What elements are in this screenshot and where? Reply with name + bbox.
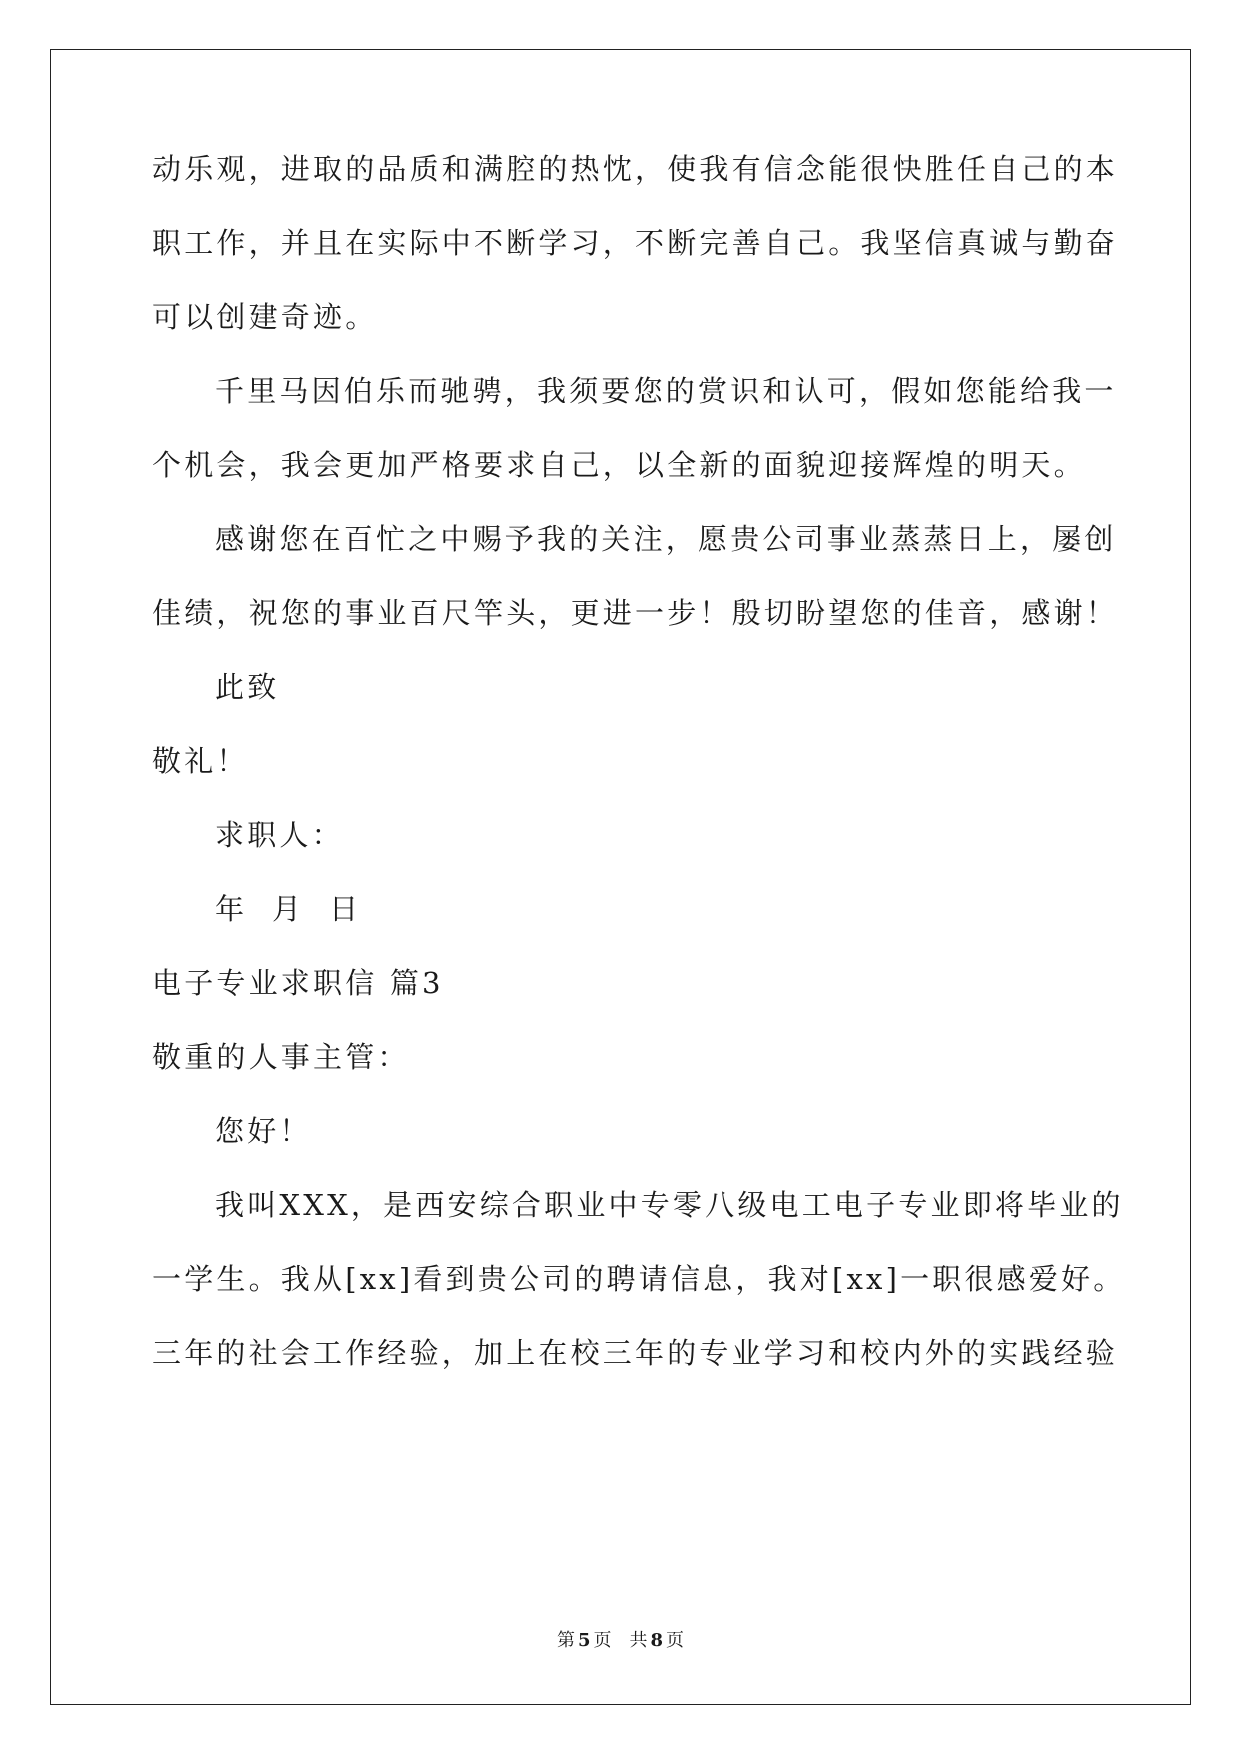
current-page-number: 5	[577, 1630, 591, 1651]
date-line: 年 月 日	[215, 892, 362, 926]
text-line: 佳绩，祝您的事业百尺竿头，更进一步！殷切盼望您的佳音，感谢！	[152, 596, 1119, 630]
text-line: 动乐观，进取的品质和满腔的热忱，使我有信念能很快胜任自己的本	[152, 152, 1119, 186]
total-page-number: 8	[650, 1630, 664, 1651]
greeting-line: 您好！	[215, 1114, 312, 1148]
salutation-line: 此致	[215, 670, 280, 704]
text-line: 感谢您在百忙之中赐予我的关注，愿贵公司事业蒸蒸日上，屡创	[215, 522, 1117, 556]
text-line: 千里马因伯乐而驰骋，我须要您的赏识和认可，假如您能给我一	[215, 374, 1117, 408]
footer-suffix: 页	[666, 1630, 685, 1651]
footer-page-label: 页	[593, 1630, 612, 1651]
salutation-line: 敬礼！	[152, 744, 249, 778]
footer-prefix: 第	[556, 1630, 575, 1651]
signature-line: 求职人：	[215, 818, 344, 852]
page-footer	[0, 1629, 1241, 1653]
greeting-line: 敬重的人事主管：	[152, 1040, 410, 1074]
text-line: 三年的社会工作经验，加上在校三年的专业学习和校内外的实践经验	[152, 1336, 1119, 1370]
text-line: 职工作，并且在实际中不断学习，不断完善自己。我坚信真诚与勤奋	[152, 226, 1119, 260]
text-line: 可以创建奇迹。	[152, 300, 378, 334]
section-heading: 电子专业求职信 篇3	[152, 966, 444, 1000]
text-line: 个机会，我会更加严格要求自己，以全新的面貌迎接辉煌的明天。	[152, 448, 1086, 482]
text-line: 我叫XXX，是西安综合职业中专零八级电工电子专业即将毕业的	[215, 1188, 1124, 1222]
text-line: 一学生。我从[xx]看到贵公司的聘请信息，我对[xx]一职很感爱好。	[152, 1262, 1126, 1296]
footer-total-prefix: 共	[629, 1630, 648, 1651]
